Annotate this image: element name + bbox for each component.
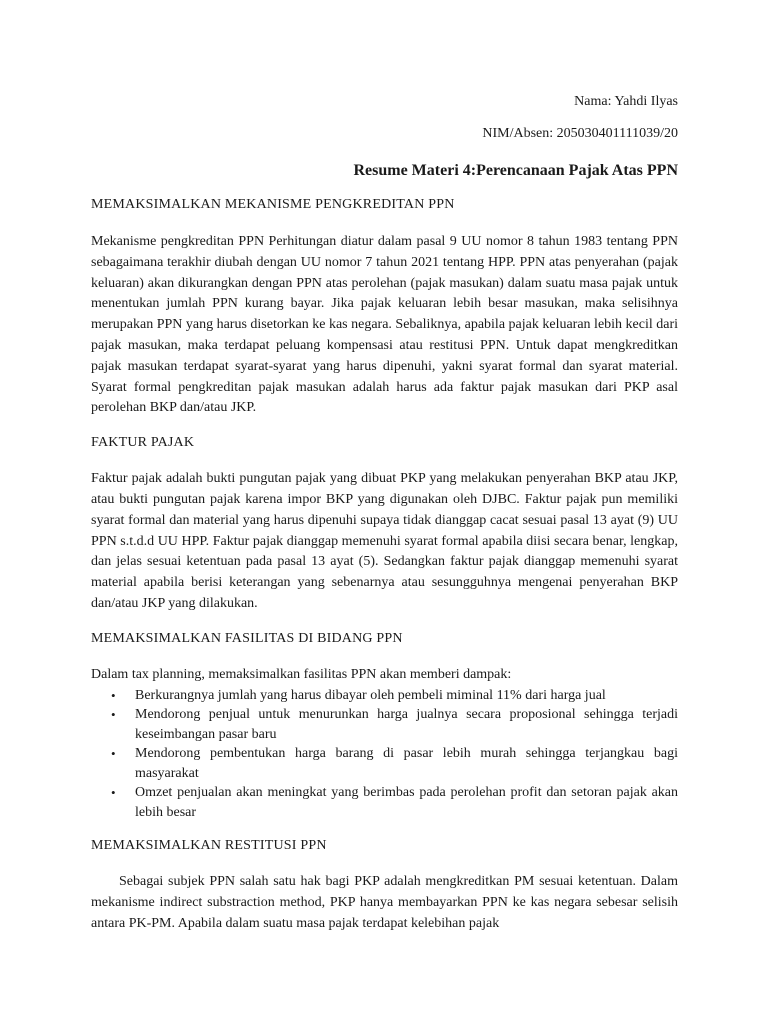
section-paragraph-fasilitas: Dalam tax planning, memaksimalkan fasilitas PPN akan memberi dampak: bbox=[91, 666, 512, 682]
bullet-item bbox=[91, 744, 678, 783]
bullet-item bbox=[91, 705, 678, 744]
bullet-text: Mendorong pembentukan harga barang di pasar lebih murah sehingga terjangkau bagi masyarakat bbox=[135, 746, 678, 781]
bullet-icon: • bbox=[111, 687, 116, 703]
section-paragraph-pengkreditan: Mekanisme pengkreditan PPN Perhitungan diatur dalam pasal 9 UU nomor 8 tahun 1983 tentang PPN sebagaimana terakhir diubah dengan UU nomor 7 tahun 2021 tentang HPP. PPN atas penyerahan (pajak keluaran) akan dikurangkan dengan PPN atas perolehan (pajak masukan) dalam suatu masa pajak untuk menentukan jumlah PPN kurang bayar. Jika pajak keluaran lebih besar masukan, maka selisihnya merupakan PPN yang harus disetorkan ke kas negara. Sebaliknya, apabila pajak keluaran lebih kecil dari pajak masukan, maka terdapat peluang kompensasi atau restitusi PPN. Untuk dapat mengkreditkan pajak masukan terdapat syarat-syarat yang harus dipenuhi, yakni syarat formal dan syarat material. Syarat formal pengkreditan pajak masukan adalah harus ada faktur pajak masukan dari PKP asal perolehan BKP dan/atau JKP. bbox=[91, 234, 679, 416]
fasilitas-bullet-list bbox=[91, 686, 678, 823]
section-heading-restitusi: MEMAKSIMALKAN RESTITUSI PPN bbox=[91, 838, 327, 854]
bullet-item bbox=[91, 783, 678, 822]
bullet-icon: • bbox=[111, 707, 116, 723]
section-heading-fasilitas: MEMAKSIMALKAN FASILITAS DI BIDANG PPN bbox=[91, 630, 403, 646]
bullet-icon: • bbox=[111, 785, 116, 801]
bullet-text: Berkurangnya jumlah yang harus dibayar oleh pembeli miminal 11% dari harga jual bbox=[135, 687, 606, 703]
student-nim: NIM/Absen: 205030401111039/20 bbox=[482, 126, 678, 141]
bullet-item bbox=[91, 686, 678, 706]
student-name: Nama: Yahdi Ilyas bbox=[574, 94, 678, 109]
section-heading-pengkreditan: MEMAKSIMALKAN MEKANISME PENGKREDITAN PPN bbox=[91, 197, 455, 212]
section-paragraph-restitusi: Sebagai subjek PPN salah satu hak bagi PKP adalah mengkreditkan PM sesuai ketentuan. Dalam mekanisme indirect substraction method, PKP hanya membayarkan PPN ke kas negara sebesar selisih antara PK-PM. Apabila dalam suatu masa pajak terdapat kelebihan pajak bbox=[91, 874, 678, 931]
bullet-text: Omzet penjualan akan meningkat yang berimbas pada perolehan profit dan setoran pajak akan lebih besar bbox=[135, 785, 678, 820]
section-heading-faktur-pajak: FAKTUR PAJAK bbox=[91, 435, 195, 451]
section-paragraph-faktur-pajak: Faktur pajak adalah bukti pungutan pajak yang dibuat PKP yang melakukan penyerahan BKP atau JKP, atau bukti pungutan pajak karena impor BKP yang digunakan oleh DJBC. Faktur pajak pun memiliki syarat formal dan material yang harus dipenuhi supaya tidak dianggap cacat sesuai pasal 13 ayat (9) UU PPN s.t.d.d UU HPP. Faktur pajak dianggap memenuhi syarat formal apabila diisi secara benar, lengkap, dan jelas sesuai ketentuan pada pasal 13 ayat (5). Sedangkan faktur pajak dianggap memenuhi syarat material apabila berisi keterangan yang sebenarnya atau sesungguhnya mengenai penyerahan BKP dan/atau JKP yang dilakukan. bbox=[91, 471, 678, 611]
document-title: Resume Materi 4:Perencanaan Pajak Atas PPN bbox=[353, 162, 678, 179]
bullet-icon: • bbox=[111, 746, 116, 762]
bullet-text: Mendorong penjual untuk menurunkan harga jualnya secara proposional sehingga terjadi keseimbangan pasar baru bbox=[135, 707, 678, 742]
